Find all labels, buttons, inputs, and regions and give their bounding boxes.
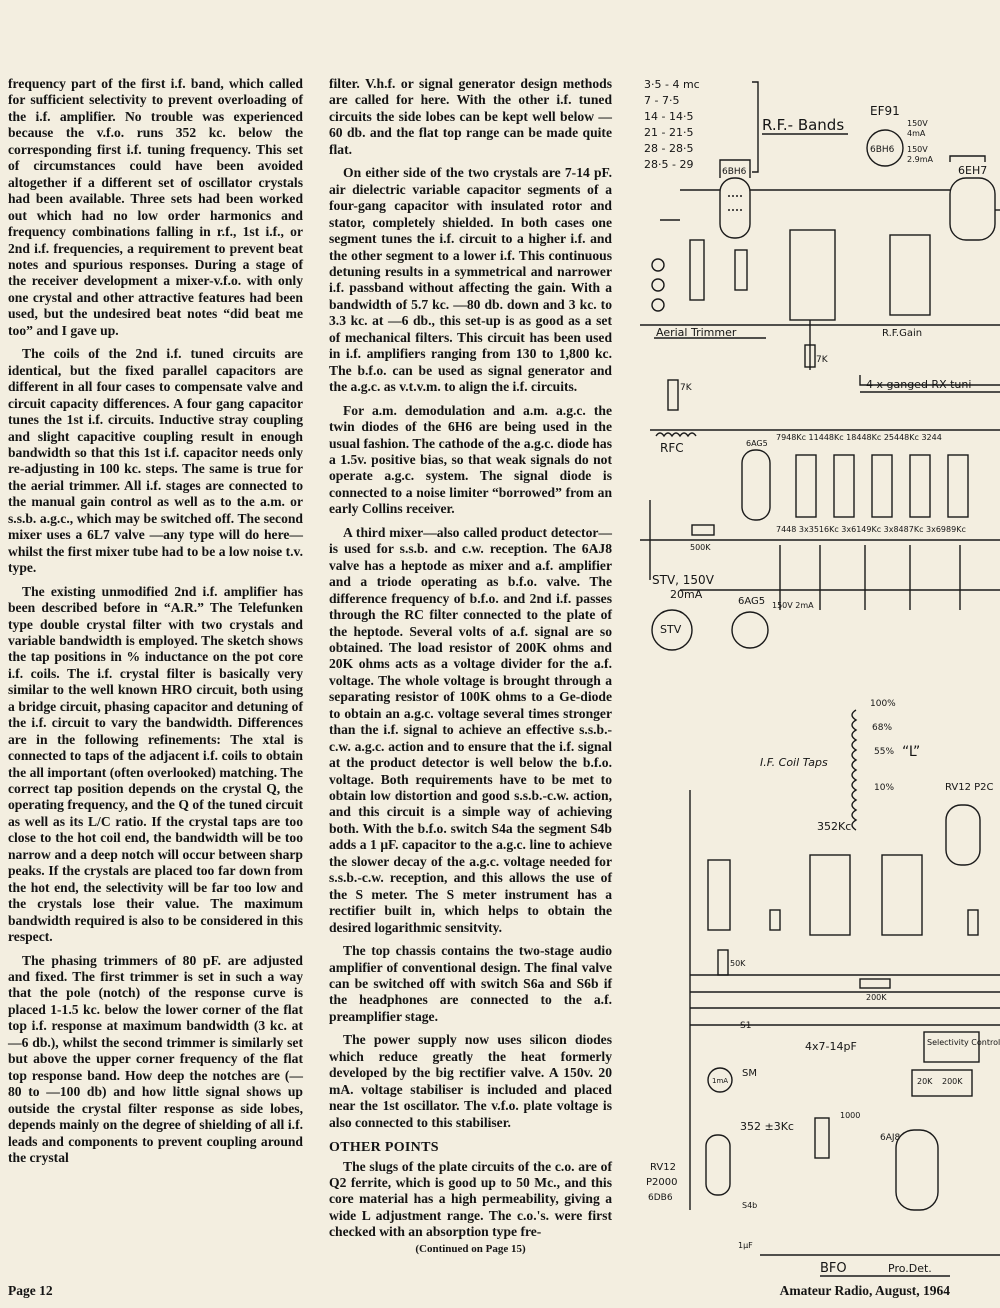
svg-text:352Kc: 352Kc	[817, 820, 852, 833]
paragraph: For a.m. demodulation and a.m. a.g.c. the twin diodes of the 6H6 are being used in the usual fashion. The cathode of the a.g.c. diode has a 1.5v. positive bias, so that weak signals do not operate a.g.c. system. The signal diode is connected to a noise limiter “borrowed” from an early Collins receiver.	[329, 402, 612, 517]
svg-text:20mA: 20mA	[670, 588, 703, 601]
section-heading: OTHER POINTS	[329, 1140, 439, 1156]
svg-text:P2000: P2000	[646, 1177, 678, 1188]
band-row: 7 - 7·5	[644, 94, 680, 107]
svg-text:1000: 1000	[840, 1111, 861, 1120]
crystal-oscillator-section	[640, 380, 1000, 650]
svg-text:I.F. Coil Taps: I.F. Coil Taps	[760, 756, 828, 769]
page-number: Page 12	[8, 1283, 53, 1298]
svg-text:6BH6: 6BH6	[722, 167, 747, 177]
paragraph: The top chassis contains the two-stage audio amplifier of conventional design. The final valve can be switched off with switch S6a and S6b if the headphones are connected to the a.f. preamplifier stage.	[329, 943, 612, 1024]
svg-text:Pro.Det.: Pro.Det.	[888, 1262, 932, 1275]
band-row: 14 - 14·5	[644, 110, 694, 123]
svg-text:BFO: BFO	[820, 1261, 847, 1276]
svg-text:20K: 20K	[917, 1077, 933, 1086]
svg-text:68%: 68%	[872, 723, 893, 733]
svg-text:RFC: RFC	[660, 441, 684, 455]
if-coil-taps-sketch	[760, 699, 920, 830]
svg-text:352 ±3Kc: 352 ±3Kc	[740, 1120, 794, 1133]
svg-text:4mA: 4mA	[907, 129, 926, 138]
svg-text:7K: 7K	[816, 355, 828, 365]
paragraph: The existing unmodified 2nd i.f. amplifier has been described before in “A.R.” The Telefunken type double crystal filter with two crystals and variable bandwidth is employed. The sketch shows the tap positions in % inductance on the pot core i.f. coils. The i.f. crystal filter is basically very similar to the well known HRO circuit, both using a bridge circuit, phasing capacitor and detuning of the i.f. circuit to vary the bandwidth. Differences are in the following refinements: The xtal is connected to taps of the adjacent i.f. coils to obtain the all important (often overlooked) matching. The correct tap position depends on the crystal Q, the operating frequency, and the Q of the tuned circuit as well as its L/C ratio. If the crystal taps are too close to the hot coil end, the bandwidth will be too narrow and a deep notch will occur between sharp peaks. If the crystals are placed too far down from the hot end, the selectivity will be far too low and the crystals lose their value. The maximum bandwidth required is also to be considered in this respect.	[8, 583, 303, 945]
paragraph: The power supply now uses silicon diodes which reduce greatly the heat formerly developed by the big rectifier valve. A 150v. 20 mA. voltage stabiliser is included and placed near the 1st oscillator. The v.f.o. plate voltage is also connected to this stabiliser.	[329, 1032, 612, 1130]
paragraph: The slugs of the plate circuits of the c.o. are of Q2 ferrite, which is good up to 50 Mc., and this core material has a high permeability, giving a wide L adjustment range. The c.o.'s. were first checked with an absorption type fre-	[329, 1158, 612, 1240]
article-column-1	[8, 76, 303, 1166]
paragraph: frequency part of the first i.f. band, which called for sufficient selectivity to prevent overloading of the i.f. amplifier. No trouble was experienced because the v.f.o. runs 352 kc. below the corresponding first i.f. tuning frequency. This set of circumstances could have been avoided altogether if a different set of oscillator crystals had been available. Three sets had been worked out which had no low order harmonics and frequency combinations falling in r.f., 1st i.f., or 2nd i.f. frequencies, a requirement to prevent beat notes and spurious responses. During a stage of the receiver development a mixer-v.f.o. with only one crystal and other attractive features had been used, but the undesired beat notes “did beat me too” and I gave up.	[8, 76, 303, 338]
svg-text:200K: 200K	[866, 993, 887, 1002]
tube-label: EF91	[870, 104, 900, 118]
svg-text:10%: 10%	[874, 783, 895, 793]
svg-text:2.9mA: 2.9mA	[907, 155, 933, 164]
svg-text:6AG5: 6AG5	[738, 596, 766, 607]
article-column-2	[329, 76, 612, 1257]
svg-text:1μF: 1μF	[738, 1241, 753, 1250]
svg-text:1mA: 1mA	[712, 1077, 729, 1085]
band-row: 3·5 - 4 mc	[644, 78, 700, 91]
band-row: 28 - 28·5	[644, 142, 694, 155]
svg-text:S4b: S4b	[742, 1201, 758, 1210]
svg-text:150V: 150V	[907, 119, 928, 128]
svg-text:6DB6: 6DB6	[648, 1193, 673, 1203]
svg-text:7K: 7K	[680, 383, 692, 393]
svg-text:RV12 P2C: RV12 P2C	[945, 782, 994, 793]
svg-text:“L”: “L”	[902, 744, 921, 760]
rf-amplifier-section	[640, 156, 1000, 392]
svg-text:55%: 55%	[874, 747, 895, 757]
svg-text:150V: 150V	[907, 145, 928, 154]
paragraph: filter. V.h.f. or signal generator design methods are called for here. With the other i.f. tuned circuits the side lobes can be kept well below —60 db. and the flat top range can be made quite flat.	[329, 76, 612, 157]
svg-text:STV, 150V: STV, 150V	[652, 573, 714, 587]
svg-text:7948Kc 11448Kc 18448Kc 2544: 7948Kc 11448Kc 18448Kc 25448Kc 3244	[776, 433, 942, 442]
svg-text:RV12: RV12	[650, 1162, 676, 1173]
svg-text:R.F.Gain: R.F.Gain	[882, 328, 923, 339]
paragraph: The coils of the 2nd i.f. tuned circuits are identical, but the fixed parallel capacitors are different in all four cases to compensate valve and circuit capacity differences. A four gang capacitor tunes the 1st i.f. circuits. Inductive stray coupling and slight capacitive coupling result in enough bandwidth so that this 1st i.f. capacitor needs only re-adjusting in 100 kc. steps. The same is true for the aerial trimmer. All i.f. stages are connected to the manual gain control as well as to the a.m. or s.s.b. a.g.c., which may be switched off. The second mixer uses a 6L7 valve —any type will do here—whilst the first mixer tube had to be a low noise t.v. type.	[8, 346, 303, 576]
svg-text:100%: 100%	[870, 699, 896, 709]
svg-text:6AG5: 6AG5	[746, 439, 768, 448]
svg-text:6BH6: 6BH6	[870, 145, 895, 155]
svg-text:SM: SM	[742, 1068, 757, 1079]
continued-note: (Continued on Page 15)	[415, 1242, 526, 1255]
paragraph: On either side of the two crystals are 7-14 pF. air dielectric variable capacitor segments of a four-gang capacitor with insulated rotor and stator, completely shielded. In both cases one segment tunes the i.f. circuit to a higher i.f. and the other segment to a lower i.f. This continuous detuning results in a symmetrical and narrower i.f. passband without affecting the gain. With a bandwidth of 5.7 kc. —80 db. down and 3 kc. to 3.3 kc. at —6 db., this set-up is as good as a set of mechanical filters. This circuit has been used in i.f. amplifiers ranging from 130 to 1,800 kc. The b.f.o. can be used as signal generator and the a.g.c. as v.t.v.m. to align the i.f. circuits.	[329, 165, 612, 395]
band-row: 28·5 - 29	[644, 158, 694, 171]
circuit-schematic	[620, 70, 1000, 1280]
svg-text:50K: 50K	[730, 959, 746, 968]
svg-text:S1: S1	[740, 1021, 752, 1031]
svg-text:150V 2mA: 150V 2mA	[772, 601, 814, 610]
svg-text:6AJ8: 6AJ8	[880, 1133, 901, 1143]
publication-footer: Amateur Radio, August, 1964	[779, 1283, 950, 1298]
paragraph: A third mixer—also called product detector—is used for s.s.b. and c.w. reception. The 6AJ8 valve has a heptode as mixer and a.f. amplifier and a triode operating as b.f.o. valve. The difference frequency of b.f.o. and 2nd i.f. passes through the RC filter connected to the plate of the heptode. Several volts of a.f. signal are so obtained. The load resistor of 200K ohms and 20K ohms acts as a voltage divider for the a.f. voltage. The whole voltage is brought through a separating resistor of 100K ohms to a Ge-diode to obtain an a.g.c. voltage several times stronger than the i.f. signal to achieve an effective s.s.b.-c.w. a.g.c. action and to ensure that the i.f. signal at the product detector is well below the b.f.o. voltage. Both requirements have to be met to obtain low distortion and good s.s.b.-c.w. action, and this circuit is a simple way of achieving both. With the b.f.o. switch S4a the segment S4b adds a 1 μF. capacitor to the a.g.c. line to achieve the slower decay of the a.g.c. voltage needed for s.s.b.-c.w. reception, and this allows the use of the S meter. The S meter instrument has a rectifier built in, which helps to obtain the desired logarithmic sensitvity.	[329, 524, 612, 935]
6ag5-tube-icon	[732, 612, 768, 648]
paragraph: The phasing trimmers of 80 pF. are adjusted and fixed. The first trimmer is set in such a way that the pole (notch) of the response curve is placed 1-1.5 kc. below the lower corner of the flat top i.f. response at maximum bandwidth (3 kc. at —6 db.), whilst the second trimmer is similarly set but above the upper corner frequency of the flat top response band. How deep the notches are (—80 to —100 db) and how little signal shows up outside the crystal filter response as side lobes, depends mainly on the degree of shielding of all i.f. leads and components to prevent coupling around the crystal	[8, 952, 303, 1165]
svg-text:200K: 200K	[942, 1077, 963, 1086]
svg-text:7448 3x3516Kc 3x6149Kc 3x84: 7448 3x3516Kc 3x6149Kc 3x8487Kc 3x6989Kc	[776, 525, 966, 534]
svg-text:500K: 500K	[690, 543, 711, 552]
bfo-product-detector-section	[646, 1021, 1000, 1276]
rf-bands-table	[644, 78, 848, 172]
band-row: 21 - 21·5	[644, 126, 694, 139]
svg-text:STV: STV	[660, 623, 682, 636]
svg-text:4x7-14pF: 4x7-14pF	[805, 1040, 857, 1053]
rf-bands-label: R.F.- Bands	[762, 116, 845, 134]
aerial-trimmer-label: Aerial Trimmer	[656, 326, 737, 339]
svg-text:Selectivity Control: Selectivity Control	[927, 1038, 1000, 1047]
svg-text:6EH7: 6EH7	[958, 164, 988, 177]
ganged-tuning-label: 4 x ganged RX tuni	[866, 378, 972, 391]
crystal-filter-section	[690, 782, 1000, 1210]
